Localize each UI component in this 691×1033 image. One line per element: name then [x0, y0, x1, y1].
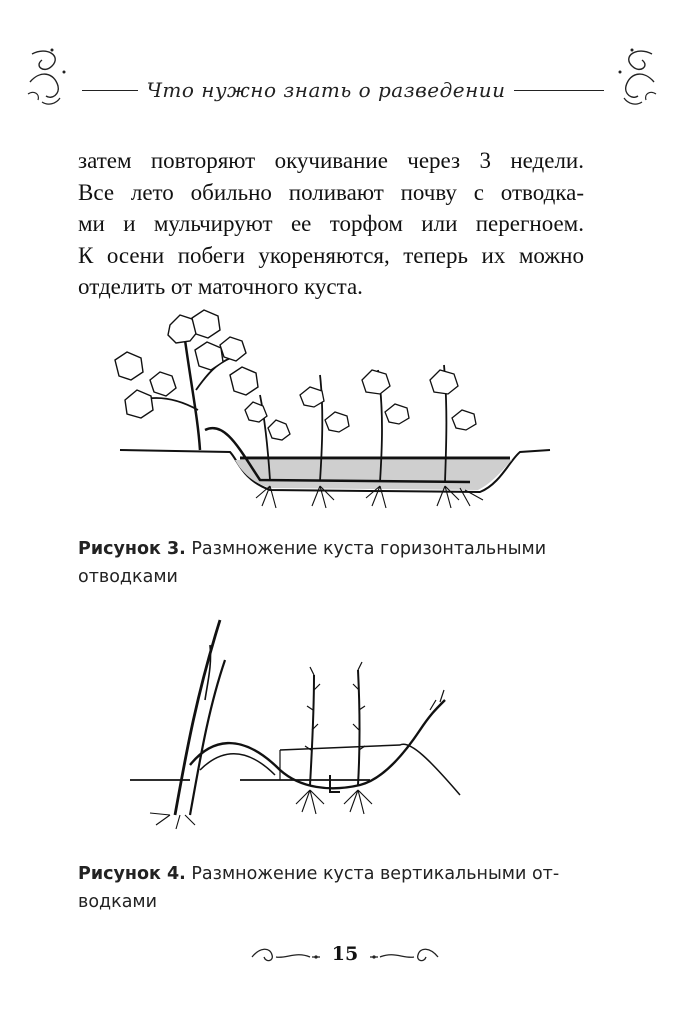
- header-rule-left: [82, 90, 138, 91]
- flourish-ornament-icon: [612, 42, 662, 112]
- page-footer: [230, 935, 460, 975]
- flourish-ornament-icon: [22, 42, 72, 112]
- body-line: ми и мульчируют ее торфом или перегноем.: [78, 211, 584, 236]
- header-rule-right: [514, 90, 604, 91]
- body-line: Все лето обильно поливают почву с отводка-: [78, 179, 584, 205]
- body-line: затем повторяют окучивание через 3 недели.: [78, 148, 584, 173]
- figure-3-text: Размножение куста горизонтальными отводками: [78, 539, 547, 587]
- figure-3-caption: [78, 535, 588, 591]
- figure-3-illustration: [100, 300, 570, 530]
- figure-4-label: Рисунок 4.: [78, 864, 186, 884]
- running-header-title: Что нужно знать о разведении: [146, 78, 506, 102]
- flourish-ornament-icon: [368, 945, 440, 967]
- body-line: отделить от маточного куста.: [78, 274, 363, 299]
- body-line: К осени побеги укореняются, теперь их можно: [78, 242, 584, 268]
- figure-4-caption: [78, 860, 588, 916]
- figure-3-label: Рисунок 3.: [78, 539, 186, 559]
- page-number: 15: [331, 943, 359, 965]
- figure-4-illustration: [130, 610, 480, 835]
- page-header: [22, 42, 662, 117]
- body-paragraph: [78, 145, 584, 303]
- figure-4-text: Размножение куста вертикальными от-водками: [78, 864, 560, 912]
